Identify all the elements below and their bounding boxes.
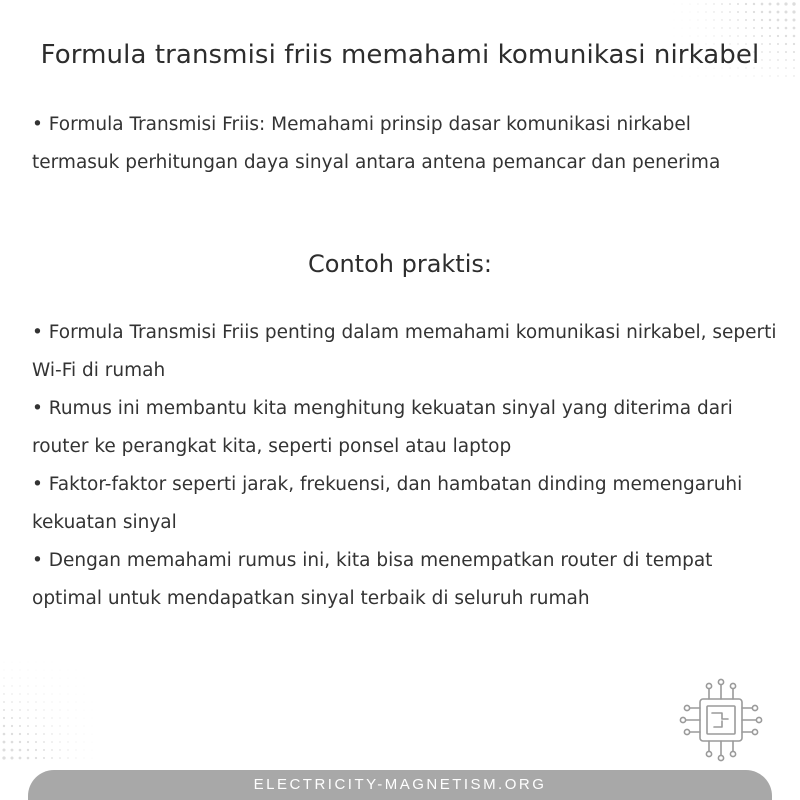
decor-dot	[43, 757, 45, 759]
decor-dot	[19, 749, 22, 752]
decor-dot	[68, 726, 69, 727]
decor-dot	[60, 686, 61, 687]
decor-dot	[43, 749, 45, 751]
decor-dot	[44, 678, 45, 679]
decor-dot	[690, 12, 691, 13]
decor-dot	[43, 701, 44, 702]
decor-dot	[76, 702, 77, 703]
decor-dot	[753, 27, 755, 29]
decor-dot	[52, 670, 53, 671]
decor-dot	[753, 35, 755, 37]
decor-dot	[721, 19, 722, 20]
decor-dot	[11, 701, 13, 703]
decor-dot	[35, 725, 37, 727]
decor-dot	[35, 757, 37, 759]
decor-dot	[92, 750, 93, 751]
decor-dot	[769, 11, 772, 14]
decor-dot	[28, 670, 29, 671]
decor-dot	[753, 75, 754, 76]
decor-dot	[737, 3, 739, 5]
decor-dot	[777, 27, 779, 29]
decor-dot	[793, 75, 794, 76]
decor-dot	[11, 741, 14, 744]
decor-dot	[27, 701, 28, 702]
decor-dot	[20, 678, 21, 679]
decor-dot	[705, 19, 706, 20]
decor-dot	[44, 686, 45, 687]
decor-dot	[51, 709, 52, 710]
decor-dot	[682, 36, 683, 37]
decor-dot	[52, 702, 53, 703]
decor-dot	[19, 685, 20, 686]
decor-dot	[705, 11, 706, 12]
decor-dot	[721, 11, 723, 13]
decor-dot	[745, 35, 747, 37]
decor-dot	[76, 750, 77, 751]
decor-dot	[60, 670, 61, 671]
decor-dot	[697, 3, 698, 4]
circuit-chip-icon	[676, 675, 766, 765]
decor-dot	[3, 733, 6, 736]
decor-dot	[11, 693, 12, 694]
decor-dot	[784, 10, 787, 13]
decor-dot	[27, 709, 29, 711]
decor-dot	[4, 670, 5, 671]
decor-dot	[68, 686, 69, 687]
decor-dot	[698, 12, 699, 13]
decor-dot	[52, 694, 53, 695]
decor-dot	[3, 741, 6, 744]
decor-dot	[769, 35, 771, 37]
decor-dot	[84, 710, 85, 711]
decor-dot	[43, 725, 45, 727]
dot-pattern-bottom-left	[0, 650, 110, 770]
decor-dot	[75, 757, 76, 758]
decor-dot	[52, 678, 53, 679]
decor-dot	[76, 686, 77, 687]
decor-dot	[19, 741, 21, 743]
decor-dot	[793, 19, 796, 22]
decor-dot	[59, 757, 61, 759]
decor-dot	[44, 694, 45, 695]
decor-dot	[51, 741, 53, 743]
bullet-item: • Faktor-faktor seperti jarak, frekuensi, dan hambatan dinding memengaruhi kekuatan sinyal	[32, 474, 743, 533]
decor-dot	[60, 710, 61, 711]
decor-dot	[27, 717, 29, 719]
decor-dot	[690, 76, 691, 77]
decor-dot	[68, 710, 69, 711]
decor-dot	[753, 3, 755, 5]
decor-dot	[2, 756, 5, 759]
decor-dot	[682, 12, 683, 13]
decor-dot	[19, 693, 20, 694]
page-title: Formula transmisi friis memahami komunikasi nirkabel	[40, 40, 760, 70]
decor-dot	[68, 694, 69, 695]
decor-dot	[3, 693, 4, 694]
decor-dot	[76, 718, 77, 719]
decor-dot	[67, 749, 68, 750]
decor-dot	[59, 725, 60, 726]
decor-dot	[27, 693, 28, 694]
decor-dot	[793, 27, 796, 30]
decor-dot	[84, 750, 85, 751]
decor-dot	[785, 35, 787, 37]
intro-paragraph: • Formula Transmisi Friis: Memahami prinsip dasar komunikasi nirkabel termasuk perhitungan daya sinyal antara antena pemancar dan penerima	[32, 114, 721, 173]
decor-dot	[714, 76, 715, 77]
decor-dot	[35, 717, 37, 719]
decor-dot	[698, 76, 699, 77]
decor-dot	[713, 19, 714, 20]
decor-dot	[51, 757, 53, 759]
decor-dot	[28, 686, 29, 687]
decor-dot	[11, 733, 13, 735]
decor-dot	[11, 685, 12, 686]
decor-dot	[44, 670, 45, 671]
decor-dot	[19, 709, 21, 711]
decor-dot	[705, 3, 706, 4]
decor-dot	[745, 27, 747, 29]
decor-dot	[793, 35, 796, 38]
decor-dot	[43, 717, 44, 718]
decor-dot	[2, 748, 5, 751]
decor-dot	[729, 19, 731, 21]
decor-dot	[36, 670, 37, 671]
decor-dot	[3, 709, 5, 711]
decor-dot	[12, 678, 13, 679]
decor-dot	[68, 718, 69, 719]
decor-dot	[761, 3, 764, 6]
decor-dot	[682, 76, 683, 77]
decor-dot	[12, 670, 13, 671]
decor-dot	[76, 734, 77, 735]
decor-dot	[35, 741, 37, 743]
decor-dot	[737, 19, 739, 21]
bullet-item: • Rumus ini membantu kita menghitung kekuatan sinyal yang diterima dari router ke perangkat kita, seperti ponsel atau laptop	[32, 398, 733, 457]
decor-dot	[60, 678, 61, 679]
decor-dot	[67, 757, 68, 758]
decor-dot	[761, 11, 763, 13]
decor-dot	[59, 749, 60, 750]
decor-dot	[19, 757, 22, 760]
decor-dot	[777, 35, 779, 37]
decor-dot	[59, 717, 60, 718]
decor-dot	[59, 741, 60, 742]
decor-dot	[785, 27, 788, 30]
decor-dot	[769, 75, 770, 76]
decor-dot	[92, 758, 93, 759]
decor-dot	[737, 27, 739, 29]
decor-dot	[713, 35, 714, 36]
decor-dot	[67, 741, 68, 742]
decor-dot	[737, 11, 739, 13]
decor-dot	[682, 20, 683, 21]
decor-dot	[776, 2, 779, 5]
decor-dot	[721, 35, 722, 36]
decor-dot	[792, 2, 795, 5]
decor-dot	[27, 725, 29, 727]
decor-dot	[713, 27, 714, 28]
decor-dot	[84, 758, 85, 759]
decor-dot	[761, 19, 763, 21]
decor-dot	[92, 734, 93, 735]
decor-dot	[721, 27, 722, 28]
decor-dot	[19, 701, 20, 702]
decor-dot	[59, 733, 60, 734]
bullet-item: • Dengan memahami rumus ini, kita bisa menempatkan router di tempat optimal untuk mendapatkan sinyal terbaik di seluruh rumah	[32, 550, 713, 609]
decor-dot	[785, 19, 788, 22]
decor-dot	[84, 702, 85, 703]
decor-dot	[84, 734, 85, 735]
footer-bar	[28, 770, 772, 800]
decor-dot	[737, 35, 739, 37]
decor-dot	[43, 733, 45, 735]
decor-dot	[11, 749, 14, 752]
decor-dot	[35, 733, 37, 735]
decor-dot	[84, 742, 85, 743]
decor-dot	[52, 686, 53, 687]
decor-dot	[777, 75, 778, 76]
decor-dot	[60, 694, 61, 695]
decor-dot	[92, 742, 93, 743]
decor-dot	[10, 756, 13, 759]
decor-dot	[729, 27, 731, 29]
decor-dot	[785, 75, 786, 76]
decor-dot	[3, 725, 5, 727]
decor-dot	[730, 76, 731, 77]
decor-dot	[36, 686, 37, 687]
decor-dot	[721, 3, 723, 5]
decor-dot	[713, 3, 714, 4]
decor-dot	[777, 11, 780, 14]
decor-dot	[753, 11, 755, 13]
decor-dot	[769, 27, 771, 29]
decor-dot	[706, 76, 707, 77]
decor-dot	[84, 726, 85, 727]
decor-dot	[784, 2, 787, 5]
decor-dot	[11, 725, 13, 727]
decor-dot	[35, 693, 36, 694]
decor-dot	[12, 662, 13, 663]
decor-dot	[3, 717, 5, 719]
decor-dot	[761, 27, 763, 29]
decor-dot	[753, 19, 755, 21]
decor-dot	[706, 36, 707, 37]
decor-dot	[27, 733, 29, 735]
decor-dot	[761, 75, 762, 76]
decor-dot	[690, 28, 691, 29]
decor-dot	[27, 741, 29, 743]
decor-dot	[43, 709, 44, 710]
decor-dot	[76, 742, 77, 743]
decor-dot	[745, 3, 747, 5]
decor-dot	[769, 19, 771, 21]
decor-dot	[35, 749, 37, 751]
decor-dot	[27, 757, 30, 760]
decor-dot	[35, 709, 36, 710]
decor-dot	[20, 662, 21, 663]
decor-dot	[777, 19, 780, 22]
decor-dot	[67, 733, 68, 734]
decor-dot	[682, 28, 683, 29]
decor-dot	[698, 28, 699, 29]
decor-dot	[84, 694, 85, 695]
decor-dot	[729, 35, 730, 36]
decor-dot	[690, 20, 691, 21]
bullet-item: • Formula Transmisi Friis penting dalam memahami komunikasi nirkabel, seperti Wi-Fi di rumah	[32, 322, 777, 381]
decor-dot	[738, 76, 739, 77]
bullet-list	[32, 314, 777, 618]
decor-dot	[729, 11, 731, 13]
decor-dot	[11, 717, 13, 719]
decor-dot	[51, 749, 53, 751]
decor-dot	[705, 27, 706, 28]
decor-dot	[51, 733, 52, 734]
decor-dot	[690, 4, 691, 5]
decor-dot	[722, 76, 723, 77]
decor-dot	[690, 36, 691, 37]
decor-dot	[746, 76, 747, 77]
decor-dot	[60, 702, 61, 703]
decor-dot	[11, 709, 13, 711]
decor-dot	[729, 3, 731, 5]
decor-dot	[36, 678, 37, 679]
decor-dot	[76, 710, 77, 711]
decor-dot	[792, 10, 795, 13]
decor-dot	[76, 694, 77, 695]
decor-dot	[698, 20, 699, 21]
decor-dot	[761, 35, 763, 37]
decor-dot	[68, 702, 69, 703]
decor-dot	[19, 733, 21, 735]
footer-site-name: ELECTRICITY-MAGNETISM.ORG	[253, 776, 547, 793]
decor-dot	[698, 36, 699, 37]
decor-dot	[4, 662, 5, 663]
decor-dot	[713, 11, 714, 12]
section-heading: Contoh praktis:	[308, 250, 492, 278]
decor-dot	[43, 741, 45, 743]
decor-dot	[3, 685, 4, 686]
decor-dot	[51, 725, 52, 726]
decor-dot	[20, 670, 21, 671]
decor-dot	[3, 701, 5, 703]
decor-dot	[76, 726, 77, 727]
decor-dot	[84, 718, 85, 719]
decor-dot	[4, 678, 5, 679]
decor-dot	[19, 725, 21, 727]
decor-dot	[745, 11, 747, 13]
decor-dot	[35, 701, 36, 702]
decor-dot	[51, 717, 52, 718]
decor-dot	[682, 4, 683, 5]
decor-dot	[27, 749, 29, 751]
decor-dot	[19, 717, 21, 719]
decor-dot	[745, 19, 747, 21]
decor-dot	[68, 678, 69, 679]
decor-dot	[769, 3, 772, 6]
decor-dot	[28, 678, 29, 679]
